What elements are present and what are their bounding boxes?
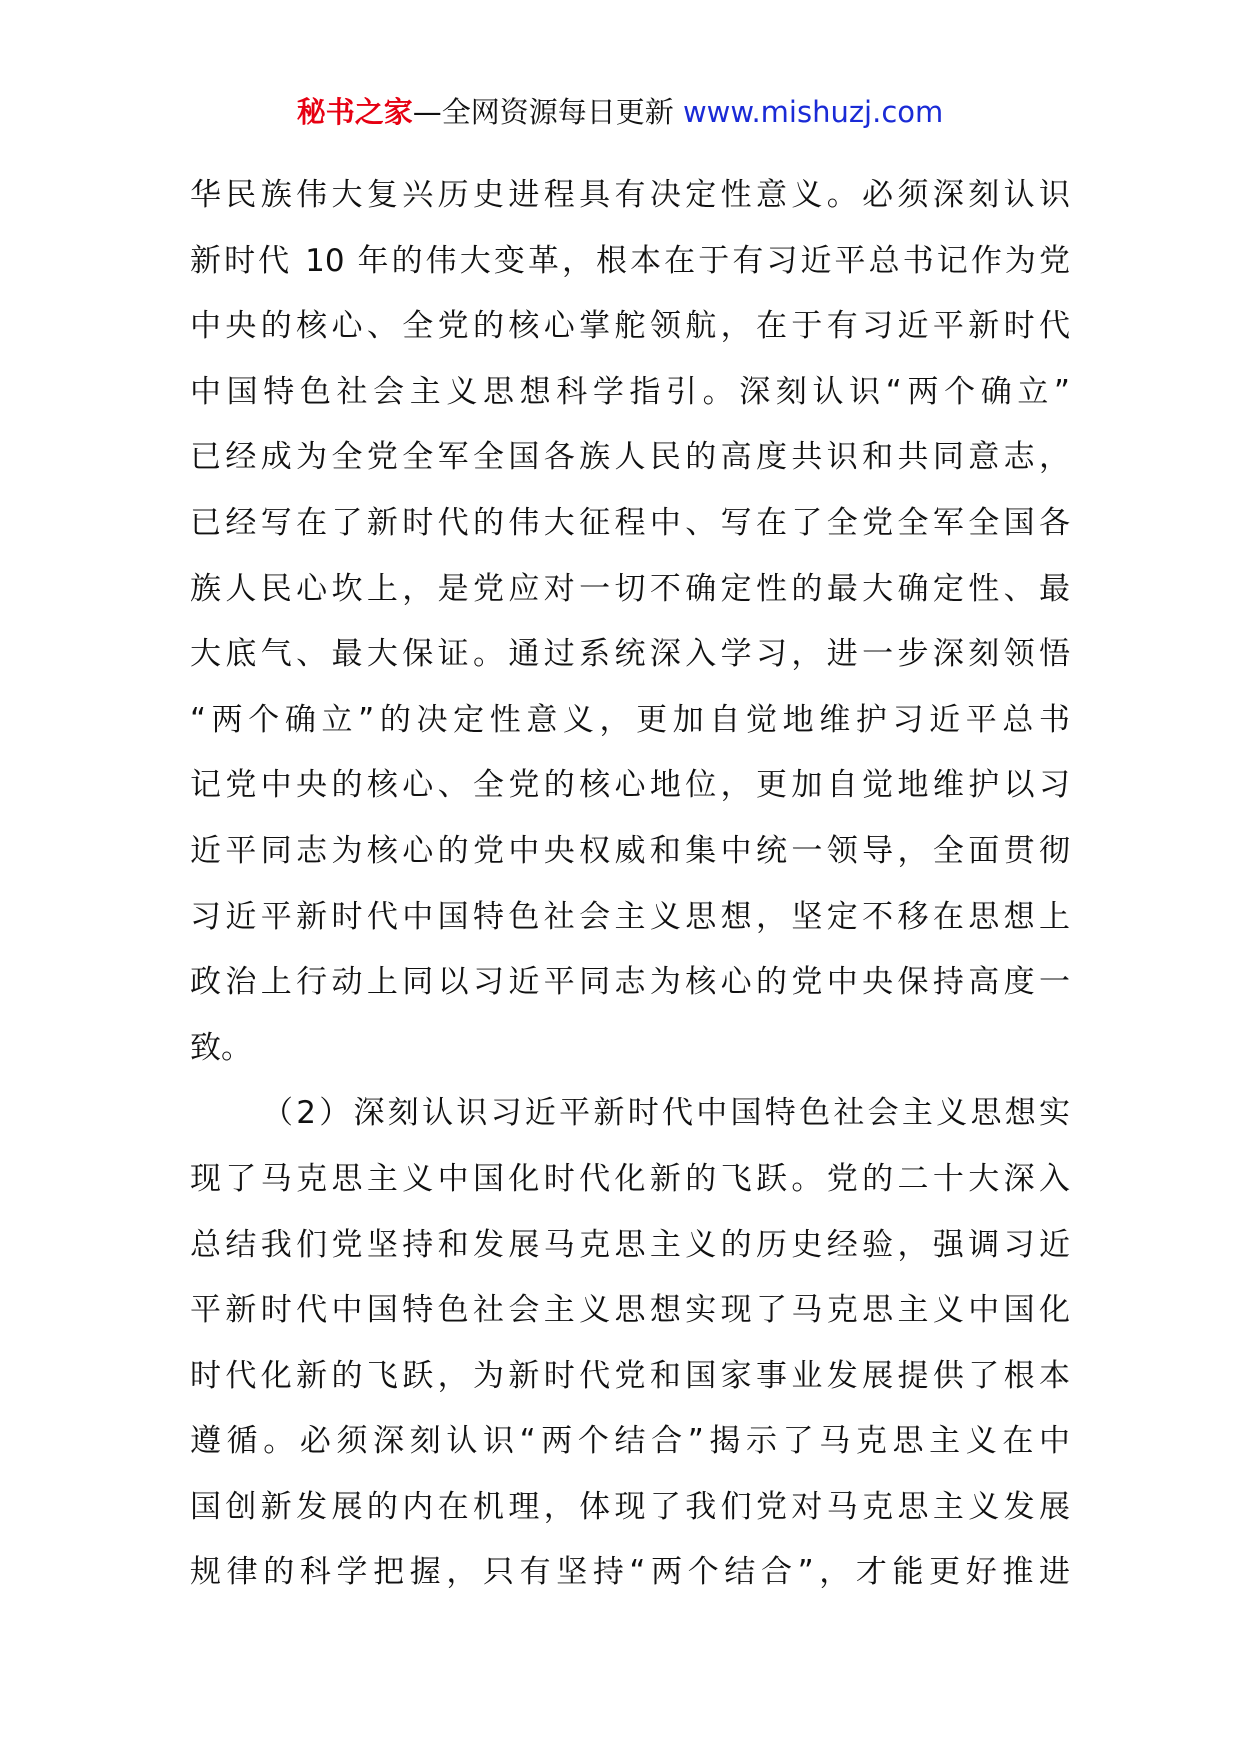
section-heading-line: （2）深刻认识习近平新时代中国特色社会主义思想实 <box>262 1095 1070 1132</box>
text-line: 已经写在了新时代的伟大征程中、写在了全党全军全国各 <box>190 504 1070 541</box>
text-line: 政治上行动上同以习近平同志为核心的党中央保持高度一 <box>190 964 1070 1001</box>
text-line: 遵循。必须深刻认识“两个结合”揭示了马克思主义在中 <box>190 1423 1070 1460</box>
text-line: 大底气、最大保证。通过系统深入学习，进一步深刻领悟 <box>190 636 1070 673</box>
text-line: 近平同志为核心的党中央权威和集中统一领导，全面贯彻 <box>190 832 1070 869</box>
text-line: 中央的核心、全党的核心掌舵领航，在于有习近平新时代 <box>190 308 1070 345</box>
text-line: 总结我们党坚持和发展马克思主义的历史经验，强调习近 <box>190 1226 1070 1263</box>
text-line: “两个确立”的决定性意义，更加自觉地维护习近平总书 <box>190 701 1070 738</box>
site-brand: 秘书之家 <box>296 95 413 129</box>
document-body <box>190 163 1070 1606</box>
site-header <box>0 92 1240 132</box>
text-line: 平新时代中国特色社会主义思想实现了马克思主义中国化 <box>190 1292 1070 1329</box>
text-line: 华民族伟大复兴历史进程具有决定性意义。必须深刻认识 <box>190 177 1070 213</box>
site-url-link[interactable]: www.mishuzj.com <box>682 95 944 129</box>
text-line: 时代化新的飞跃，为新时代党和国家事业发展提供了根本 <box>190 1357 1070 1394</box>
text-line: 已经成为全党全军全国各族人民的高度共识和共同意志， <box>190 439 1070 476</box>
text-line: 规律的科学把握，只有坚持“两个结合”，才能更好推进 <box>190 1554 1070 1591</box>
site-tagline: —全网资源每日更新 <box>412 95 674 129</box>
text-line: 中国特色社会主义思想科学指引。深刻认识“两个确立” <box>190 373 1070 410</box>
text-line: 致。 <box>190 1029 252 1066</box>
text-line: 习近平新时代中国特色社会主义思想，坚定不移在思想上 <box>190 898 1070 935</box>
text-line: 族人民心坎上，是党应对一切不确定性的最大确定性、最 <box>190 570 1070 607</box>
text-line: 国创新发展的内在机理，体现了我们党对马克思主义发展 <box>190 1488 1070 1525</box>
text-line: 新时代 10 年的伟大变革，根本在于有习近平总书记作为党 <box>190 242 1070 279</box>
text-line: 现了马克思主义中国化时代化新的飞跃。党的二十大深入 <box>190 1160 1070 1197</box>
text-line: 记党中央的核心、全党的核心地位，更加自觉地维护以习 <box>190 767 1070 804</box>
